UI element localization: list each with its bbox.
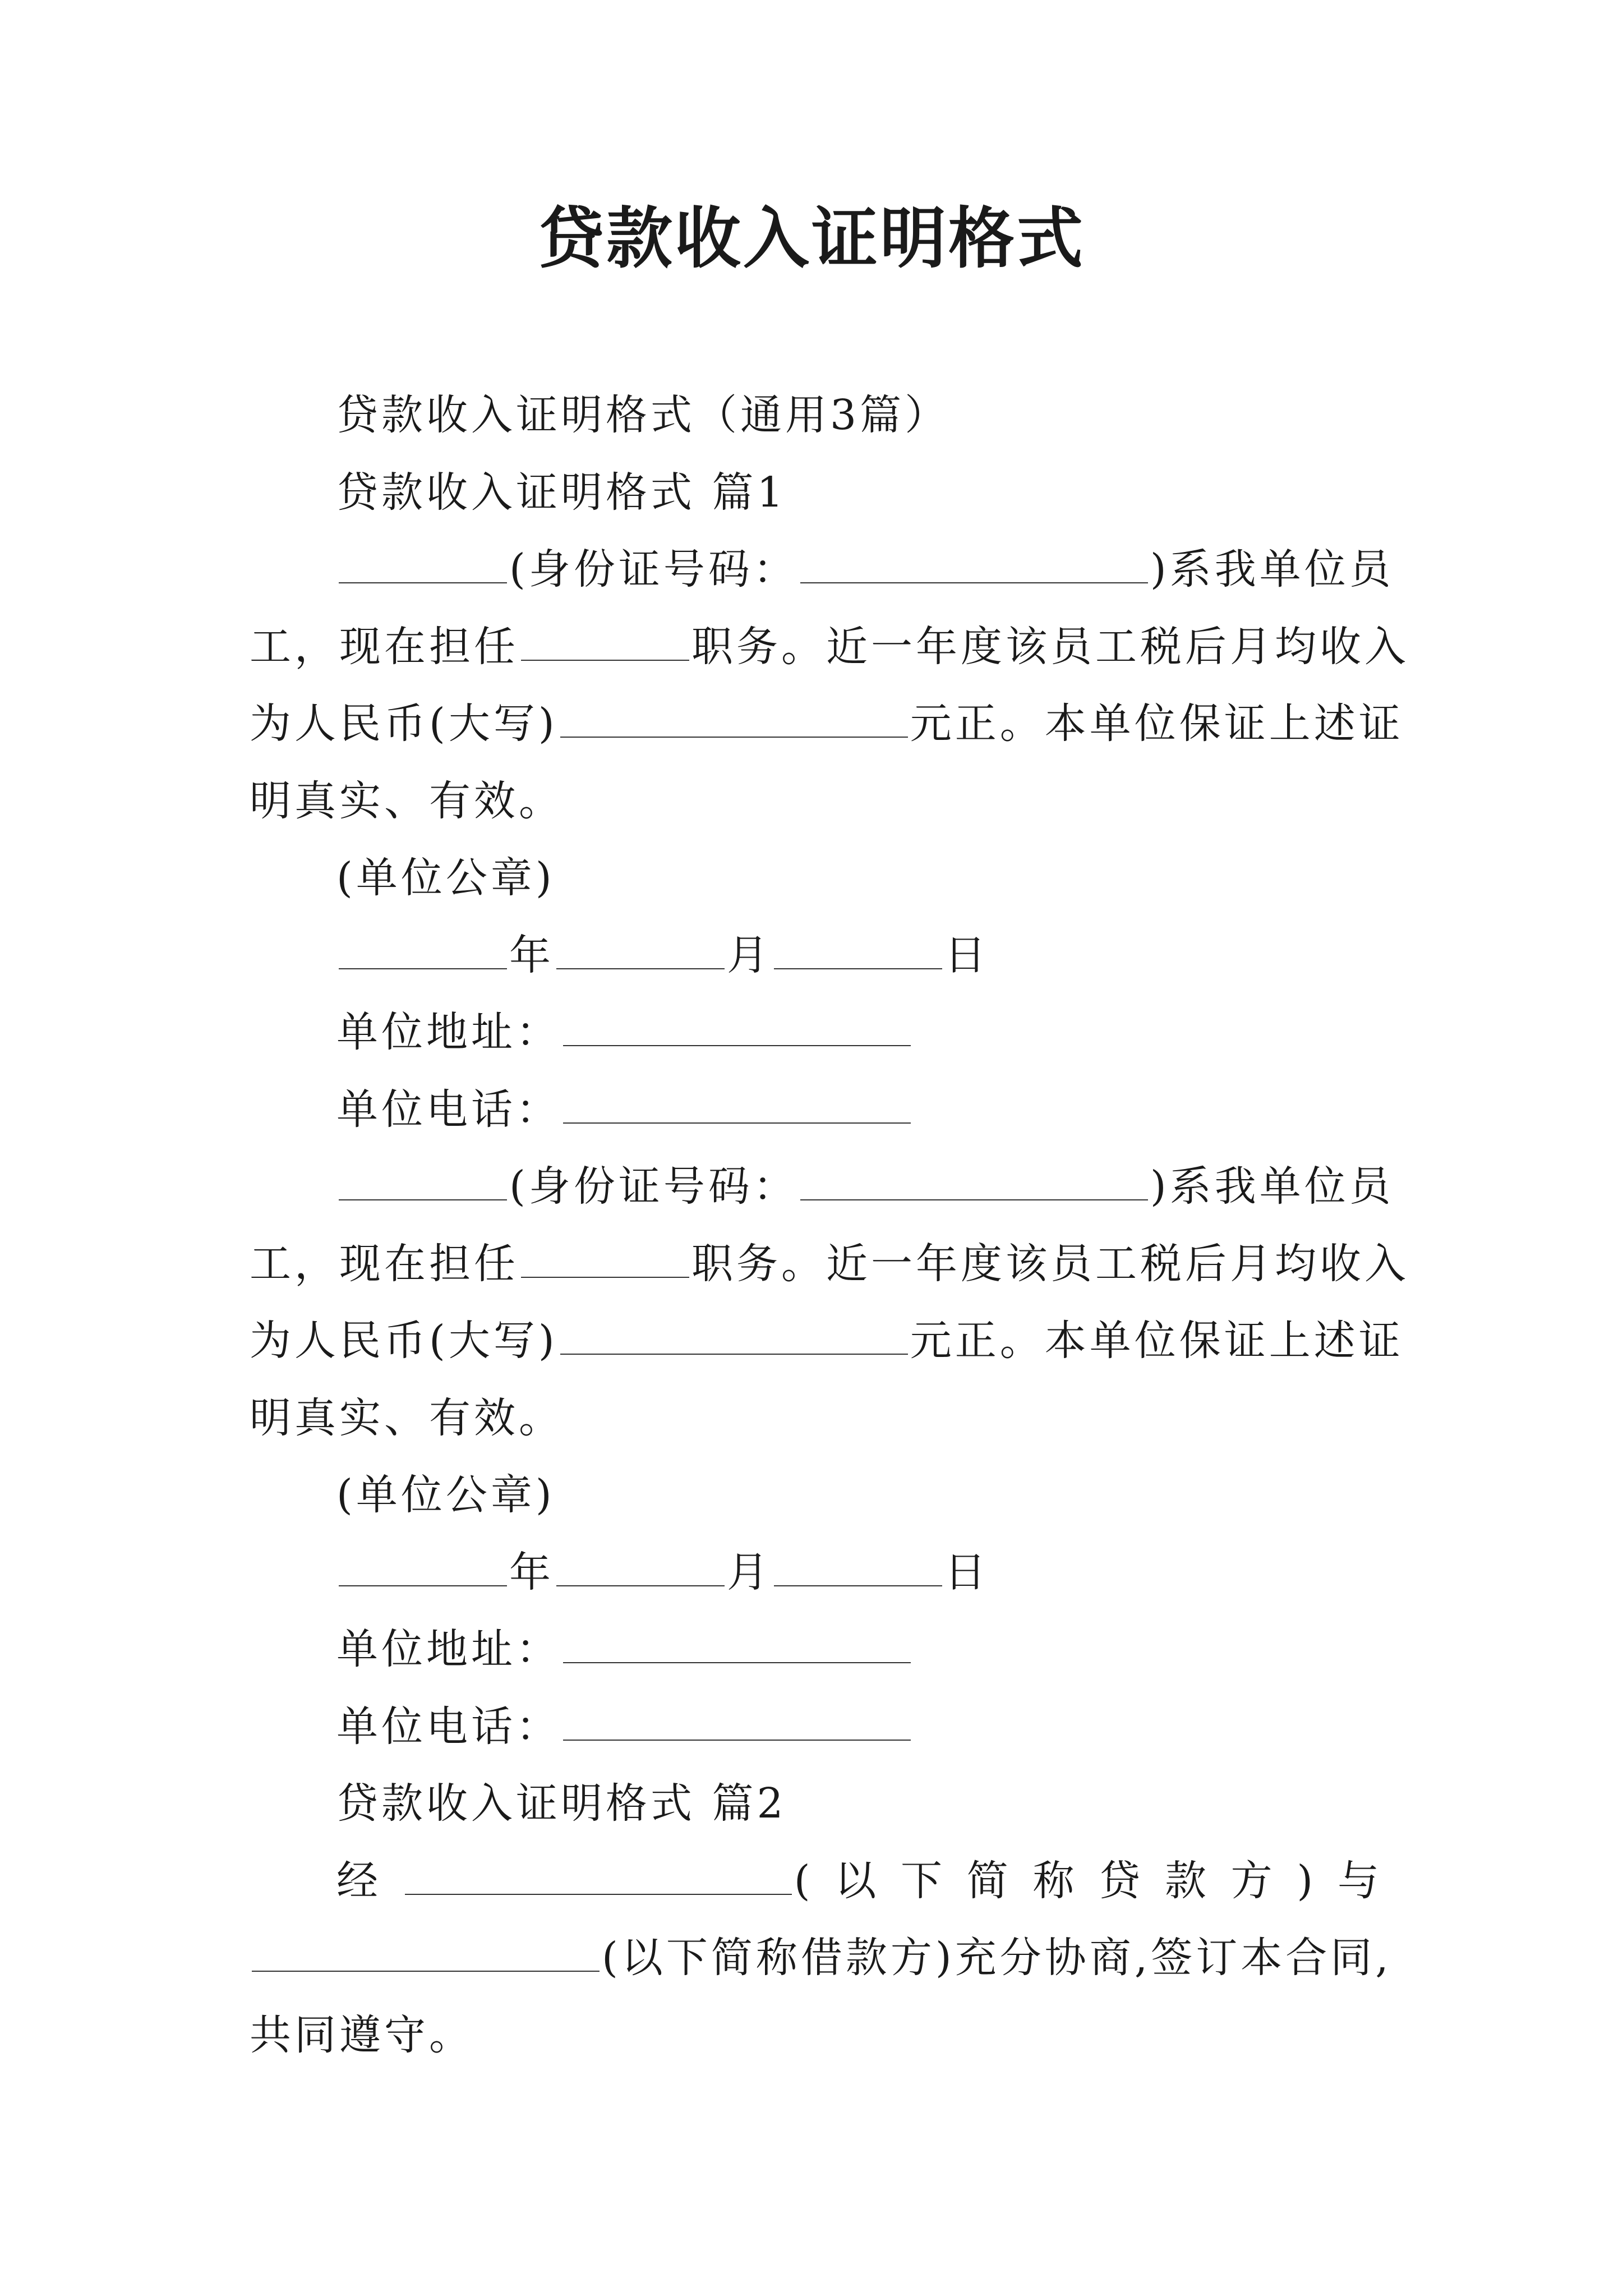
borrower-blank xyxy=(252,1931,600,1972)
contract-line3: 共同遵守。 xyxy=(250,2011,474,2059)
block2-line3 xyxy=(250,1313,1404,1369)
section-heading-1: 贷款收入证明格式 篇1 xyxy=(336,468,787,517)
phone-line xyxy=(336,1699,1382,1755)
position-blank xyxy=(521,620,689,661)
company-stamp-label: (单位公章) xyxy=(336,1471,555,1519)
address-label: 单位地址： xyxy=(336,1008,561,1056)
id-number-blank xyxy=(800,1160,1148,1200)
year-blank xyxy=(339,1546,507,1586)
phone-line xyxy=(336,1082,1382,1138)
name-blank xyxy=(339,543,507,583)
contract-line1 xyxy=(336,1853,1382,1909)
employee-text: )系我单位员 xyxy=(1150,1162,1394,1211)
lender-blank xyxy=(405,1855,792,1895)
address-label: 单位地址： xyxy=(336,1625,561,1673)
block2-line2 xyxy=(250,1236,1409,1292)
phone-blank xyxy=(563,1700,911,1741)
month-blank xyxy=(556,929,725,969)
block2-line1 xyxy=(336,1158,1394,1214)
section-heading-2: 贷款收入证明格式 篇2 xyxy=(336,1779,787,1828)
document-title: 贷款收入证明格式 xyxy=(537,199,1085,277)
contract-line2 xyxy=(250,1930,1392,1986)
subtitle: 贷款收入证明格式（通用3篇） xyxy=(336,391,950,439)
block1-line3 xyxy=(250,696,1404,752)
employee-text: )系我单位员 xyxy=(1150,545,1394,593)
phone-label: 单位电话： xyxy=(336,1085,561,1134)
name-blank xyxy=(339,1160,507,1200)
phone-label: 单位电话： xyxy=(336,1703,561,1751)
phone-blank xyxy=(563,1083,911,1124)
date-line xyxy=(336,927,1382,983)
day-blank xyxy=(774,929,942,969)
guarantee-text: 元正。本单位保证上述证 xyxy=(910,1317,1404,1365)
amount-blank xyxy=(560,1314,908,1355)
currency-label: 为人民币(大写) xyxy=(250,1317,558,1365)
id-label: (身份证号码： xyxy=(509,545,798,593)
address-blank xyxy=(563,1006,911,1046)
address-blank xyxy=(563,1623,911,1663)
year-blank xyxy=(339,929,507,969)
day-label: 日 xyxy=(944,931,989,979)
block1-line2 xyxy=(250,619,1409,675)
borrower-text: (以下简称借款方)充分协商,签订本合同, xyxy=(602,1934,1392,1982)
year-label: 年 xyxy=(509,931,554,979)
id-number-blank xyxy=(800,543,1148,583)
date-line xyxy=(336,1544,1382,1600)
company-stamp-label: (单位公章) xyxy=(336,854,555,902)
day-label: 日 xyxy=(944,1548,989,1596)
address-line xyxy=(336,1621,1382,1677)
block2-line4: 明真实、有效。 xyxy=(250,1394,564,1442)
month-label: 月 xyxy=(727,931,772,979)
year-label: 年 xyxy=(509,1548,554,1596)
position-blank xyxy=(521,1237,689,1278)
position-label: 工，现在担任 xyxy=(250,623,519,671)
month-label: 月 xyxy=(727,1548,772,1596)
block1-line4: 明真实、有效。 xyxy=(250,777,564,825)
lender-text: (以下简称贷款方)与 xyxy=(794,1857,1382,1905)
position-label: 工，现在担任 xyxy=(250,1240,519,1288)
day-blank xyxy=(774,1546,942,1586)
address-line xyxy=(336,1004,1382,1060)
income-text: 职务。近一年度该员工税后月均收入 xyxy=(691,1240,1409,1288)
block1-line1 xyxy=(336,541,1394,597)
currency-label: 为人民币(大写) xyxy=(250,700,558,748)
guarantee-text: 元正。本单位保证上述证 xyxy=(910,700,1404,748)
month-blank xyxy=(556,1546,725,1586)
amount-blank xyxy=(560,697,908,738)
income-text: 职务。近一年度该员工税后月均收入 xyxy=(691,623,1409,671)
id-label: (身份证号码： xyxy=(509,1162,798,1211)
contract-intro: 经 xyxy=(336,1857,403,1905)
